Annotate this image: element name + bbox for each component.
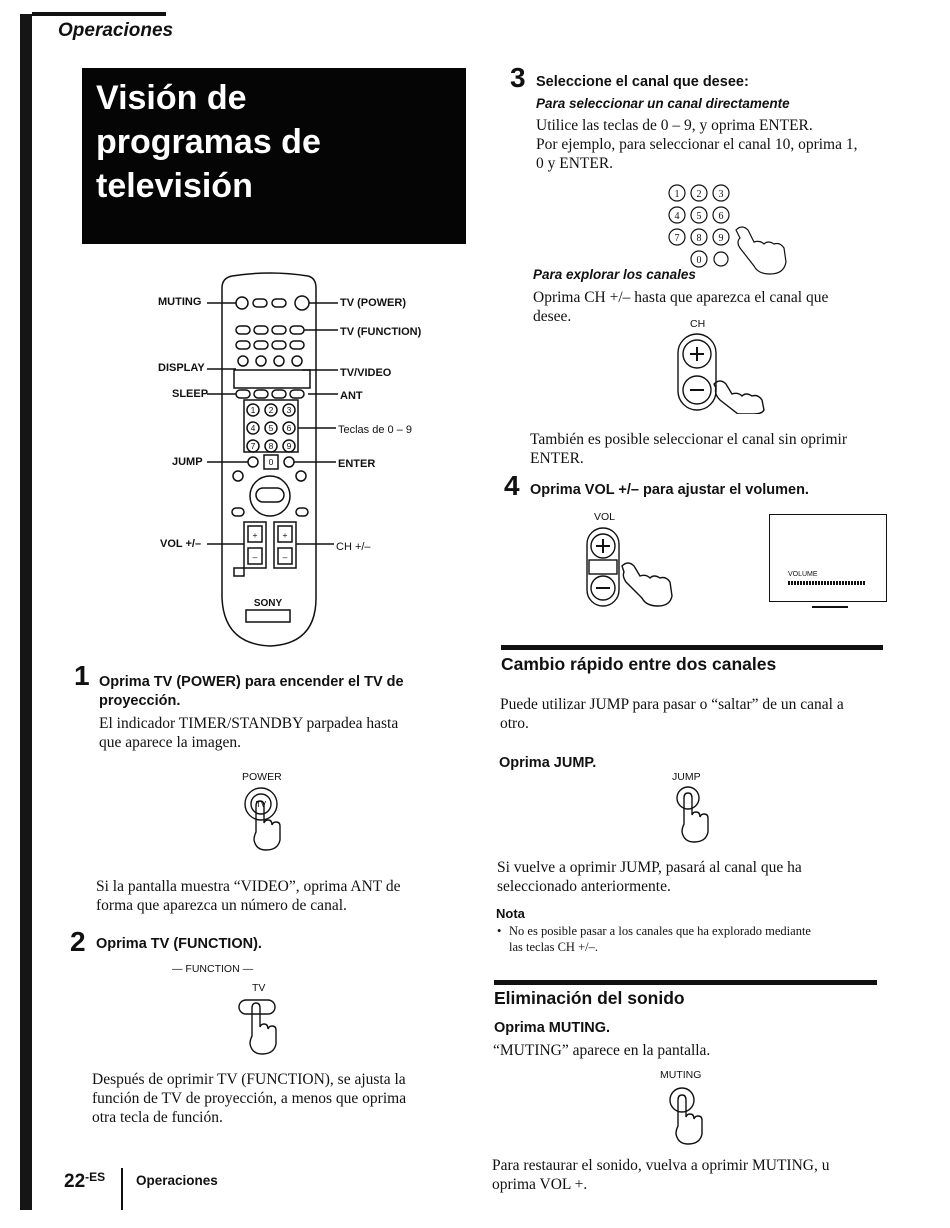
function-tv-label: TV <box>252 982 266 994</box>
svg-text:0: 0 <box>268 457 274 467</box>
step-3-number: 3 <box>510 62 526 93</box>
jump-illus-label: JUMP <box>672 771 701 783</box>
step-1-number: 1 <box>74 660 90 691</box>
hand-press-jump-icon <box>672 784 722 846</box>
jump-section-text: Puede utilizar JUMP para pasar o “saltar” de un canal a otro. <box>500 696 844 732</box>
step-3-note: También es posible seleccionar el canal sin oprimir ENTER. <box>530 431 847 467</box>
mute-after-text: Para restaurar el sonido, vuelva a oprimir MUTING, u oprima VOL +. <box>492 1157 830 1193</box>
svg-text:7: 7 <box>250 441 256 451</box>
svg-text:2: 2 <box>268 405 274 415</box>
svg-text:3: 3 <box>286 405 292 415</box>
svg-text:9: 9 <box>286 441 292 451</box>
page-title: Visión de programas de televisión <box>96 79 321 205</box>
remote-label-number-keys: Teclas de 0 – 9 <box>338 424 412 436</box>
remote-label-display: DISPLAY <box>158 362 205 374</box>
hand-press-vol-icon <box>584 526 684 610</box>
jump-section-heading: Cambio rápido entre dos canales <box>501 654 777 674</box>
mute-text: “MUTING” aparece en la pantalla. <box>493 1042 711 1059</box>
footer-divider <box>121 1168 123 1210</box>
mute-section-rule <box>494 980 877 985</box>
remote-label-ch: CH +/– <box>336 541 371 553</box>
step-1-note: Si la pantalla muestra “VIDEO”, oprima ANT de forma que aparezca un número de canal. <box>96 878 401 914</box>
jump-note-text: • No es posible pasar a los canales que ha explorado mediante las teclas CH +/–. <box>497 924 811 954</box>
svg-text:4: 4 <box>674 211 680 222</box>
step-2-heading: Oprima TV (FUNCTION). <box>96 936 262 952</box>
jump-note-title: Nota <box>496 906 525 921</box>
svg-text:5: 5 <box>696 211 702 222</box>
footer-section: Operaciones <box>136 1173 218 1188</box>
step-4-number: 4 <box>504 470 520 501</box>
page-number: $22^{-ES}$ <box>64 1170 106 1192</box>
jump-action: Oprima JUMP. <box>499 755 597 771</box>
power-illus-label: POWER <box>242 771 282 783</box>
ch-illus-label: CH <box>690 318 706 330</box>
step-3-direct-text: Utilice las teclas de 0 – 9, y oprima ENTER. Por ejemplo, para seleccionar el canal 10, oprima 1, 0 y ENTER. <box>536 117 858 172</box>
remote-brand-logo: SONY <box>253 598 283 609</box>
remote-label-enter: ENTER <box>338 458 376 470</box>
svg-text:4: 4 <box>250 423 256 433</box>
remote-label-vol: VOL +/– <box>160 538 202 550</box>
svg-text:8: 8 <box>696 233 702 244</box>
hand-press-muting-icon <box>664 1084 714 1148</box>
svg-text:1: 1 <box>250 405 256 415</box>
tv-screen-volume <box>769 514 887 602</box>
header-rule <box>32 12 166 16</box>
svg-text:1: 1 <box>674 189 680 200</box>
svg-text:7: 7 <box>674 233 680 244</box>
step-1-heading: Oprima TV (POWER) para encender el TV de proyección. <box>99 674 404 709</box>
number-keys-illustration <box>662 178 802 276</box>
step-4-heading: Oprima VOL +/– para ajustar el volumen. <box>530 482 809 498</box>
tv-stand <box>812 606 848 608</box>
volume-bar <box>788 581 866 585</box>
remote-label-ant: ANT <box>340 390 363 402</box>
step-2-text: Después de oprimir TV (FUNCTION), se ajusta la función de TV de proyección, a menos que oprima otra tecla de función. <box>92 1071 407 1126</box>
step-2-number: 2 <box>70 926 86 957</box>
remote-label-tv-power: TV (POWER) <box>340 297 406 309</box>
svg-text:6: 6 <box>718 211 724 222</box>
svg-text:6: 6 <box>286 423 292 433</box>
step-3-subheading-scan: Para explorar los canales <box>533 267 696 282</box>
svg-text:–: – <box>252 552 258 562</box>
remote-label-tv-video: TV/VIDEO <box>340 367 392 379</box>
svg-text:9: 9 <box>718 233 724 244</box>
mute-action: Oprima MUTING. <box>494 1020 611 1036</box>
volume-screen-label: VOLUME <box>788 571 818 578</box>
muting-illus-label: MUTING <box>660 1069 702 1081</box>
step-3-subheading-direct: Para seleccionar un canal directamente <box>536 96 790 111</box>
svg-text:–: – <box>282 552 288 562</box>
vol-illus-label: VOL <box>594 511 616 523</box>
hand-press-ch-icon <box>674 332 770 414</box>
function-illus-label: — FUNCTION — <box>172 963 254 975</box>
hand-press-function-icon <box>236 996 286 1058</box>
svg-text:8: 8 <box>268 441 274 451</box>
jump-after-text: Si vuelve a oprimir JUMP, pasará al canal que ha seleccionado anteriormente. <box>497 859 802 895</box>
remote-label-jump: JUMP <box>172 456 203 468</box>
svg-text:0: 0 <box>696 255 702 266</box>
svg-text:+: + <box>252 530 258 540</box>
svg-text:TV: TV <box>255 800 267 809</box>
mute-section-heading: Eliminación del sonido <box>494 988 685 1008</box>
page-binding-edge <box>20 14 32 1210</box>
remote-label-muting: MUTING <box>158 296 202 308</box>
svg-text:5: 5 <box>268 423 274 433</box>
step-3-scan-text: Oprima CH +/– hasta que aparezca el canal que desee. <box>533 289 829 325</box>
step-3-heading: Seleccione el canal que desee: <box>536 74 749 90</box>
hand-press-power-icon <box>234 784 294 854</box>
header-section-label: Operaciones <box>58 20 174 41</box>
page-title-box <box>82 68 466 244</box>
svg-text:3: 3 <box>718 189 724 200</box>
svg-text:2: 2 <box>696 189 702 200</box>
svg-text:+: + <box>282 530 288 540</box>
step-1-text: El indicador TIMER/STANDBY parpadea hasta que aparece la imagen. <box>99 715 399 751</box>
jump-section-rule <box>501 645 883 650</box>
remote-label-sleep: SLEEP <box>172 388 209 400</box>
remote-label-tv-function: TV (FUNCTION) <box>340 326 422 338</box>
